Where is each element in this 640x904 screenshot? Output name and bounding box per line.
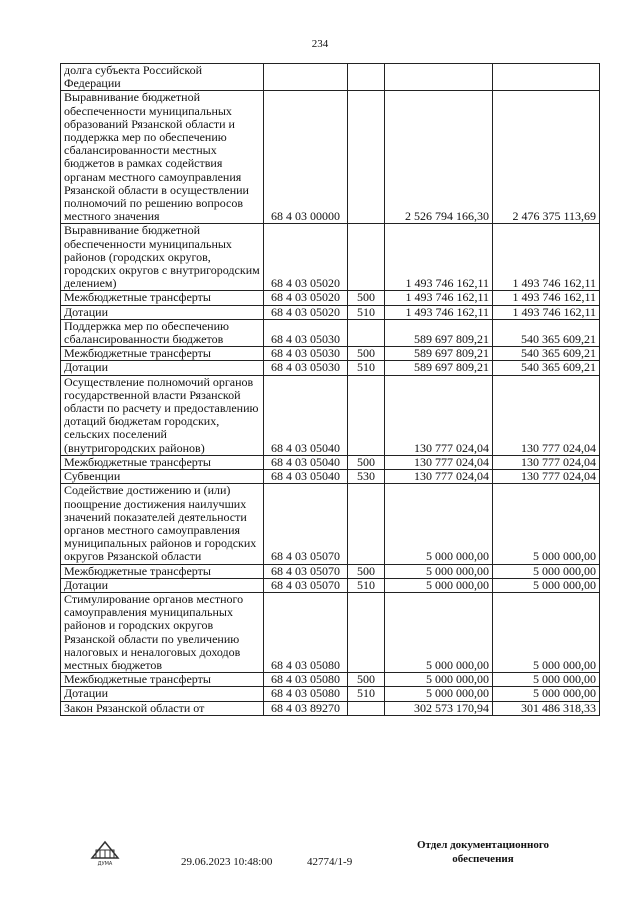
row-expense-kind: 500 xyxy=(348,564,385,578)
row-amount-2: 5 000 000,00 xyxy=(493,564,600,578)
row-amount-1: 5 000 000,00 xyxy=(385,578,493,592)
row-code: 68 4 03 05040 xyxy=(264,455,348,469)
row-amount-1: 5 000 000,00 xyxy=(385,673,493,687)
row-code: 68 4 03 05020 xyxy=(264,291,348,305)
row-amount-1: 130 777 024,04 xyxy=(385,455,493,469)
row-amount-1: 589 697 809,21 xyxy=(385,319,493,346)
row-name: Межбюджетные трансферты xyxy=(61,564,264,578)
row-amount-1: 130 777 024,04 xyxy=(385,470,493,484)
row-amount-1: 5 000 000,00 xyxy=(385,592,493,672)
row-expense-kind xyxy=(348,319,385,346)
footer-datetime: 29.06.2023 10:48:00 xyxy=(181,856,273,868)
row-code: 68 4 03 05040 xyxy=(264,470,348,484)
row-amount-2: 5 000 000,00 xyxy=(493,673,600,687)
row-name: Межбюджетные трансферты xyxy=(61,455,264,469)
row-code: 68 4 03 00000 xyxy=(264,91,348,224)
row-amount-1: 5 000 000,00 xyxy=(385,484,493,564)
row-expense-kind xyxy=(348,375,385,455)
row-name: Выравнивание бюджетной обеспеченности муниципальных районов (городских округов, городских округов с внутригородским делением) xyxy=(61,224,264,291)
row-name: Дотации xyxy=(61,305,264,319)
row-name: Поддержка мер по обеспечению сбалансированности бюджетов xyxy=(61,319,264,346)
row-amount-2: 5 000 000,00 xyxy=(493,687,600,701)
table-row xyxy=(61,484,600,564)
table-row xyxy=(61,319,600,346)
row-expense-kind xyxy=(348,592,385,672)
row-amount-2 xyxy=(493,64,600,91)
row-amount-2: 130 777 024,04 xyxy=(493,375,600,455)
footer-document-number: 42774/1-9 xyxy=(307,856,353,868)
row-amount-2: 5 000 000,00 xyxy=(493,592,600,672)
row-expense-kind xyxy=(348,91,385,224)
row-amount-2: 540 365 609,21 xyxy=(493,347,600,361)
row-amount-1: 1 493 746 162,11 xyxy=(385,291,493,305)
row-code xyxy=(264,64,348,91)
row-expense-kind: 500 xyxy=(348,673,385,687)
row-amount-2: 5 000 000,00 xyxy=(493,484,600,564)
row-amount-2: 540 365 609,21 xyxy=(493,319,600,346)
table-row xyxy=(61,578,600,592)
row-amount-1 xyxy=(385,64,493,91)
row-code: 68 4 03 05070 xyxy=(264,484,348,564)
row-name: Дотации xyxy=(61,361,264,375)
table-row xyxy=(61,673,600,687)
row-name: Дотации xyxy=(61,687,264,701)
row-expense-kind: 530 xyxy=(348,470,385,484)
row-name: Дотации xyxy=(61,578,264,592)
row-expense-kind xyxy=(348,701,385,715)
row-code: 68 4 03 05080 xyxy=(264,687,348,701)
row-code: 68 4 03 05080 xyxy=(264,592,348,672)
table-row xyxy=(61,592,600,672)
row-expense-kind xyxy=(348,64,385,91)
row-code: 68 4 03 05020 xyxy=(264,224,348,291)
budget-table xyxy=(60,63,600,716)
table-row xyxy=(61,701,600,715)
row-name: Межбюджетные трансферты xyxy=(61,291,264,305)
row-amount-2: 1 493 746 162,11 xyxy=(493,224,600,291)
table-row xyxy=(61,305,600,319)
row-code: 68 4 03 05070 xyxy=(264,564,348,578)
row-name: Межбюджетные трансферты xyxy=(61,347,264,361)
row-name: Осуществление полномочий органов государственной власти Рязанской области по расчету и предоставлению дотаций бюджетам городских, сельских поселений (внутригородских районов) xyxy=(61,375,264,455)
row-amount-2: 301 486 318,33 xyxy=(493,701,600,715)
budget-table-body xyxy=(61,64,600,716)
table-row xyxy=(61,224,600,291)
row-name: Закон Рязанской области от xyxy=(61,701,264,715)
row-name: долга субъекта Российской Федерации xyxy=(61,64,264,91)
footer-department: Отдел документационного обеспечения xyxy=(416,839,550,865)
row-expense-kind: 510 xyxy=(348,361,385,375)
row-amount-1: 589 697 809,21 xyxy=(385,361,493,375)
table-row xyxy=(61,564,600,578)
row-code: 68 4 03 05030 xyxy=(264,361,348,375)
row-name: Выравнивание бюджетной обеспеченности муниципальных образований Рязанской области и поддержка мер по обеспечению сбалансированности местных бюджетов в рамках содействия органам местного самоуправления Рязанской области в осуществлении полномочий по решению вопросов местного значения xyxy=(61,91,264,224)
row-amount-2: 1 493 746 162,11 xyxy=(493,291,600,305)
row-code: 68 4 03 89270 xyxy=(264,701,348,715)
row-amount-1: 5 000 000,00 xyxy=(385,687,493,701)
logo-text: ДУМА xyxy=(97,861,113,866)
row-amount-1: 5 000 000,00 xyxy=(385,564,493,578)
table-row xyxy=(61,687,600,701)
row-code: 68 4 03 05040 xyxy=(264,375,348,455)
table-row xyxy=(61,470,600,484)
row-expense-kind xyxy=(348,484,385,564)
row-amount-1: 1 493 746 162,11 xyxy=(385,305,493,319)
row-expense-kind: 500 xyxy=(348,455,385,469)
row-code: 68 4 03 05020 xyxy=(264,305,348,319)
row-expense-kind xyxy=(348,224,385,291)
table-row xyxy=(61,361,600,375)
row-name: Стимулирование органов местного самоуправления муниципальных районов и городских округов Рязанской области по увеличению налоговых и неналоговых доходов местных бюджетов xyxy=(61,592,264,672)
row-amount-1: 130 777 024,04 xyxy=(385,375,493,455)
row-amount-2: 2 476 375 113,69 xyxy=(493,91,600,224)
row-amount-2: 1 493 746 162,11 xyxy=(493,305,600,319)
page-number: 234 xyxy=(311,38,329,50)
table-row xyxy=(61,64,600,91)
row-expense-kind: 510 xyxy=(348,578,385,592)
row-code: 68 4 03 05080 xyxy=(264,673,348,687)
row-expense-kind: 510 xyxy=(348,305,385,319)
row-code: 68 4 03 05030 xyxy=(264,347,348,361)
table-row xyxy=(61,455,600,469)
table-row xyxy=(61,347,600,361)
row-code: 68 4 03 05030 xyxy=(264,319,348,346)
row-amount-2: 540 365 609,21 xyxy=(493,361,600,375)
row-expense-kind: 500 xyxy=(348,291,385,305)
row-amount-2: 130 777 024,04 xyxy=(493,470,600,484)
row-amount-2: 130 777 024,04 xyxy=(493,455,600,469)
row-amount-1: 302 573 170,94 xyxy=(385,701,493,715)
row-name: Субвенции xyxy=(61,470,264,484)
row-name: Межбюджетные трансферты xyxy=(61,673,264,687)
row-amount-2: 5 000 000,00 xyxy=(493,578,600,592)
row-amount-1: 1 493 746 162,11 xyxy=(385,224,493,291)
table-row xyxy=(61,375,600,455)
row-amount-1: 589 697 809,21 xyxy=(385,347,493,361)
duma-logo-icon xyxy=(88,838,122,866)
row-expense-kind: 510 xyxy=(348,687,385,701)
table-row xyxy=(61,291,600,305)
row-name: Содействие достижению и (или) поощрение достижения наилучших значений показателей деятельности органов местного самоуправления муниципальных районов и городских округов Рязанской области xyxy=(61,484,264,564)
row-expense-kind: 500 xyxy=(348,347,385,361)
row-code: 68 4 03 05070 xyxy=(264,578,348,592)
table-row xyxy=(61,91,600,224)
row-amount-1: 2 526 794 166,30 xyxy=(385,91,493,224)
